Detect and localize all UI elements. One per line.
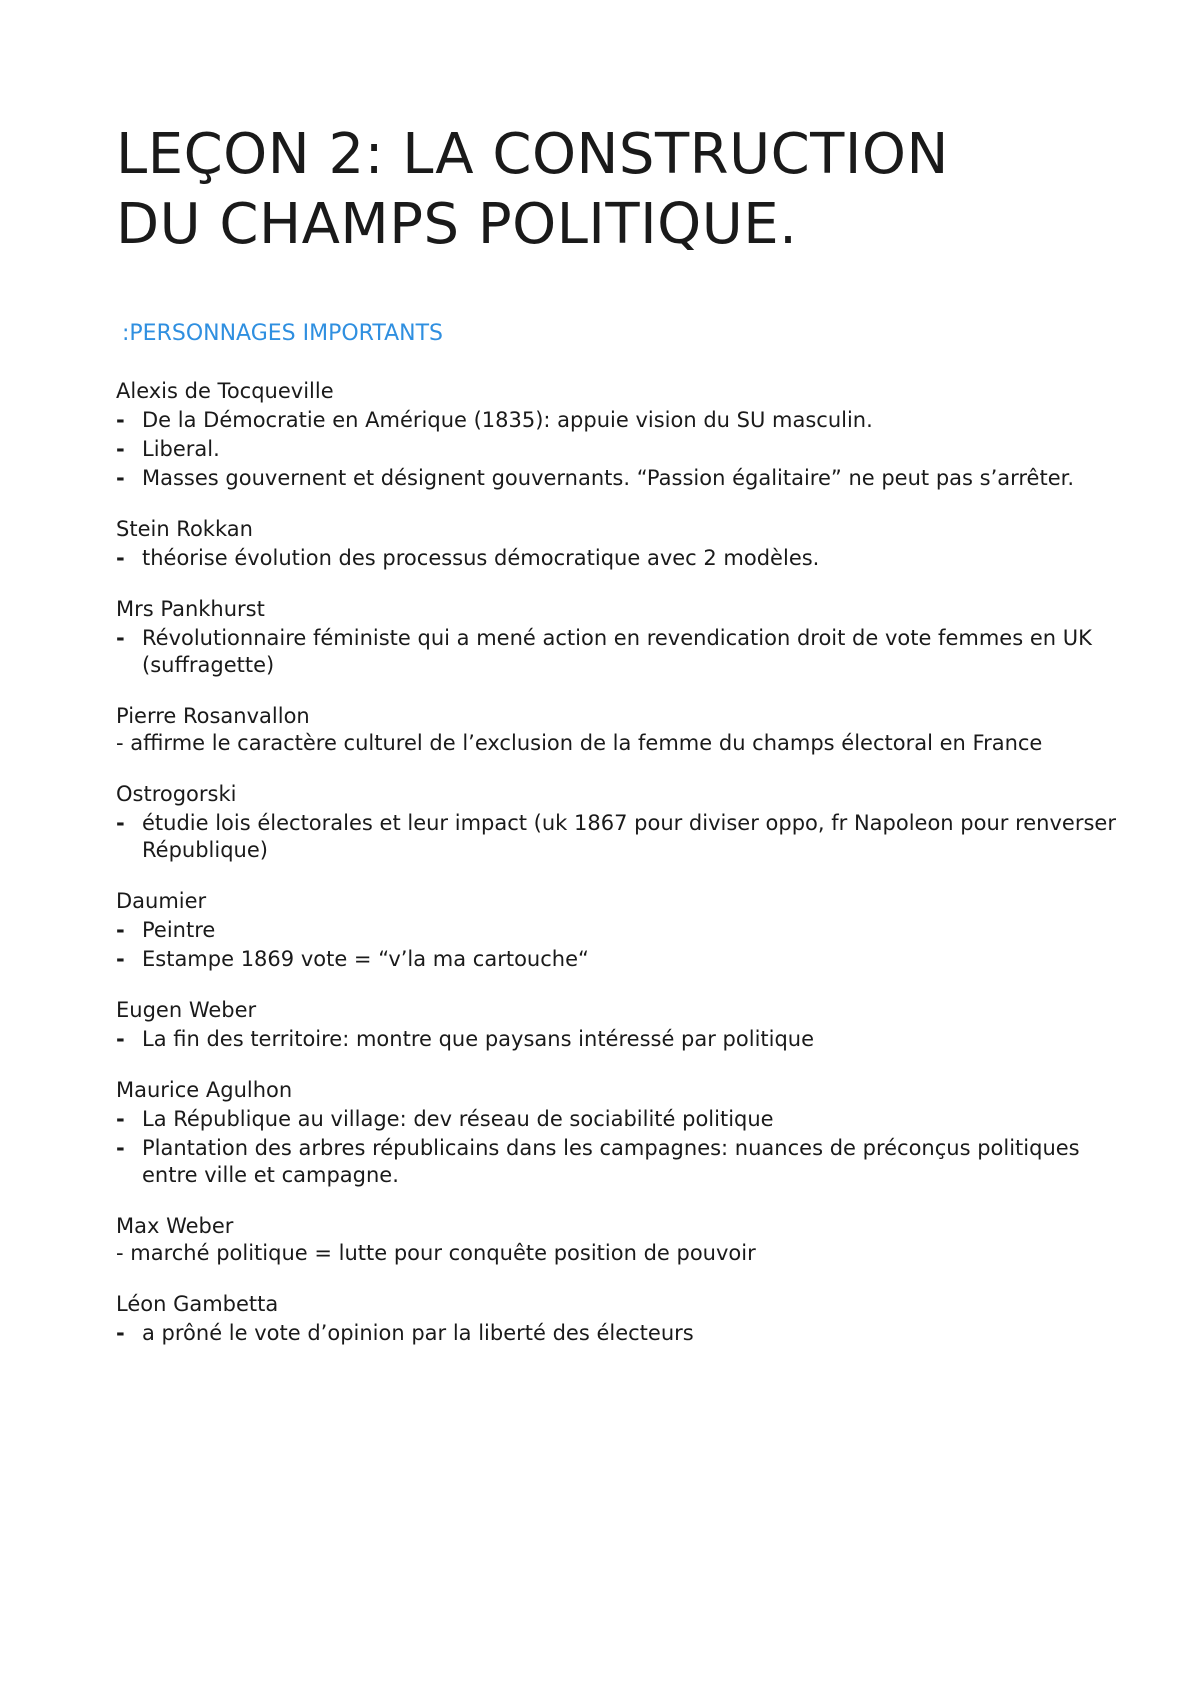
person-name: Maurice Agulhon	[116, 1078, 293, 1102]
person-name: Max Weber	[116, 1214, 234, 1238]
person-name: Daumier	[116, 889, 207, 913]
plain-note: - marché politique = lutte pour conquête position de pouvoir	[116, 1241, 756, 1265]
bullet-dash: -	[116, 947, 125, 971]
list-item-text: Liberal.	[142, 437, 220, 461]
person-entry	[116, 596, 1116, 679]
list-item	[116, 436, 1116, 463]
bullet-dash: -	[116, 546, 125, 570]
section-subtitle: :PERSONNAGES IMPORTANTS	[122, 321, 444, 346]
person-name: Ostrogorski	[116, 782, 237, 806]
person-entry	[116, 1291, 1116, 1347]
bullet-dash: -	[116, 626, 125, 650]
persons-list	[116, 378, 1116, 1371]
list-item	[116, 1026, 1116, 1053]
person-name: Pierre Rosanvallon	[116, 704, 310, 728]
bullet-dash: -	[116, 1321, 125, 1345]
person-name: Stein Rokkan	[116, 517, 253, 541]
person-name: Léon Gambetta	[116, 1292, 279, 1316]
list-item	[116, 917, 1116, 944]
bullet-dash: -	[116, 1027, 125, 1051]
list-item-text: étudie lois électorales et leur impact (uk 1867 pour diviser oppo, fr Napoleon pour renverser République)	[142, 811, 1116, 862]
bullet-dash: -	[116, 408, 125, 432]
list-item-text: La fin des territoire: montre que paysans intéressé par politique	[142, 1027, 815, 1051]
list-item	[116, 465, 1116, 492]
person-name: Alexis de Tocqueville	[116, 379, 334, 403]
title-line-1: LEÇON 2: LA CONSTRUCTION	[116, 122, 949, 187]
list-item	[116, 625, 1116, 679]
list-item-text: a prôné le vote d’opinion par la liberté des électeurs	[142, 1321, 694, 1345]
list-item	[116, 545, 1116, 572]
list-item-text: La République au village: dev réseau de sociabilité politique	[142, 1107, 774, 1131]
bullet-dash: -	[116, 1136, 125, 1160]
person-entry	[116, 888, 1116, 973]
plain-note: - affirme le caractère culturel de l’exclusion de la femme du champs électoral en France	[116, 731, 1043, 755]
bullet-dash: -	[116, 918, 125, 942]
person-entry	[116, 1213, 1116, 1267]
list-item-text: théorise évolution des processus démocratique avec 2 modèles.	[142, 546, 820, 570]
list-item	[116, 1135, 1116, 1189]
person-name: Mrs Pankhurst	[116, 597, 265, 621]
list-item	[116, 1106, 1116, 1133]
list-item	[116, 1320, 1116, 1347]
list-item-text: Plantation des arbres républicains dans les campagnes: nuances de préconçus politiques entre ville et campagne.	[142, 1136, 1080, 1187]
person-entry	[116, 1077, 1116, 1189]
list-item-text: Estampe 1869 vote = “v’la ma cartouche“	[142, 947, 589, 971]
person-entry	[116, 378, 1116, 492]
list-item-text: Peintre	[142, 918, 216, 942]
bullet-dash: -	[116, 437, 125, 461]
person-entry	[116, 516, 1116, 572]
list-item	[116, 946, 1116, 973]
bullet-dash: -	[116, 466, 125, 490]
list-item	[116, 810, 1116, 864]
list-item	[116, 407, 1116, 434]
page-title	[116, 120, 1116, 260]
bullet-dash: -	[116, 1107, 125, 1131]
person-entry	[116, 997, 1116, 1053]
person-entry	[116, 781, 1116, 864]
person-name: Eugen Weber	[116, 998, 257, 1022]
list-item-text: De la Démocratie en Amérique (1835): appuie vision du SU masculin.	[142, 408, 873, 432]
list-item-text: Masses gouvernent et désignent gouvernants. “Passion égalitaire” ne peut pas s’arrêter.	[142, 466, 1075, 490]
list-item-text: Révolutionnaire féministe qui a mené action en revendication droit de vote femmes en UK (suffragette)	[142, 626, 1092, 677]
bullet-dash: -	[116, 811, 125, 835]
person-entry	[116, 703, 1116, 757]
title-line-2: DU CHAMPS POLITIQUE.	[116, 192, 798, 257]
